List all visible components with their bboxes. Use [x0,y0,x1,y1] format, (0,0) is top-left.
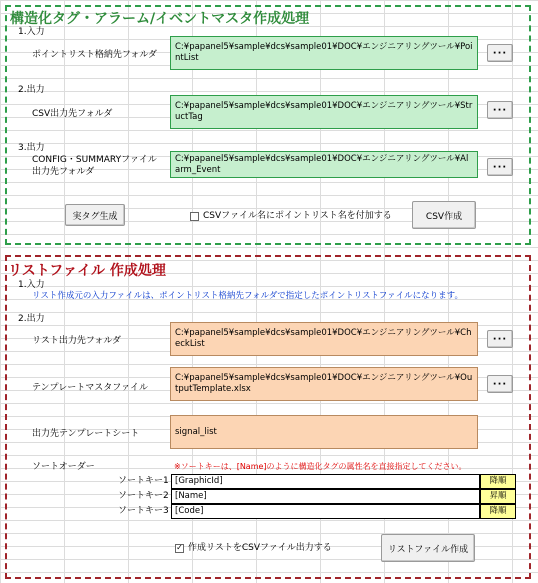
point-list-folder-label: ポイントリスト格納先フォルダ [32,50,158,60]
output-template-sheet-label: 出力先テンプレートシート [32,429,140,439]
csv-output-folder-label: CSV出力先フォルダ [32,109,113,119]
sort-order-heading: ソートオーダー [32,462,95,472]
csv-output-checkbox-label: 作成リストをCSVファイル出力する [188,543,332,553]
template-master-browse-button[interactable]: ··· [487,375,513,393]
sort-key-3-input[interactable]: [Code] [171,504,480,519]
create-csv-button[interactable]: CSV作成 [412,201,476,229]
sort-key-1-order[interactable]: 降順 [480,474,516,489]
csv-output-browse-button[interactable]: ··· [487,101,513,119]
csv-output-checkbox-row[interactable] [175,542,332,554]
list-output-folder-label: リスト出力先フォルダ [32,336,122,346]
sort-key-1-input[interactable]: [GraphicId] [171,474,480,489]
output-template-sheet-field[interactable]: signal_list [170,415,478,449]
sort-key-note: ※ソートキーは、[Name]のように構造化タグの属性名を直接指定してください。 [174,462,467,471]
list-output-browse-button[interactable]: ··· [487,330,513,348]
config-summary-folder-field[interactable]: C:¥papanel5¥sample¥dcs¥sample01¥DOC¥エンジニアリングツール¥Alarm_Event [170,151,478,178]
append-pointlist-name-checkbox[interactable] [190,212,199,221]
sort-key-3-label: ソートキー3 [118,506,169,516]
config-summary-label-line1: CONFIG・SUMMARYファイル [32,155,157,165]
sort-key-3-order[interactable]: 降順 [480,504,516,519]
section1-input-heading: 1.入力 [18,27,45,37]
template-master-file-field[interactable]: C:¥papanel5¥sample¥dcs¥sample01¥DOC¥エンジニアリングツール¥OutputTemplate.xlsx [170,367,478,401]
csv-output-checkbox[interactable]: ✓ [176,543,183,552]
create-list-file-button[interactable]: リストファイル作成 [381,534,475,562]
point-list-browse-button[interactable]: ··· [487,44,513,62]
generate-real-tag-button[interactable]: 実タグ生成 [65,204,125,226]
section2-info-text: リスト作成元の入力ファイルは、ポイントリスト格納先フォルダで指定したポイントリストファイルになります。 [32,291,463,301]
config-summary-label-line2: 出力先フォルダ [32,167,95,177]
sort-key-2-order[interactable]: 昇順 [480,489,516,504]
csv-output-folder-field[interactable]: C:¥papanel5¥sample¥dcs¥sample01¥DOC¥エンジニアリングツール¥StructTag [170,95,478,129]
append-pointlist-name-checkbox-row[interactable] [190,210,392,222]
config-summary-browse-button[interactable]: ··· [487,158,513,176]
sort-key-2-input[interactable]: [Name] [171,489,480,504]
point-list-folder-field[interactable]: C:¥papanel5¥sample¥dcs¥sample01¥DOC¥エンジニアリングツール¥PointList [170,36,478,70]
sort-key-1-label: ソートキー1 [118,476,169,486]
section2-title: リストファイル 作成処理 [8,263,166,279]
section1-output-heading-3: 3.出力 [18,143,45,153]
list-output-folder-field[interactable]: C:¥papanel5¥sample¥dcs¥sample01¥DOC¥エンジニアリングツール¥CheckList [170,322,478,356]
append-pointlist-name-label: CSVファイル名にポイントリスト名を付加する [203,211,392,221]
section1-output-heading: 2.出力 [18,85,45,95]
section2-input-heading: 1.入力 [18,280,45,290]
sort-key-2-label: ソートキー2 [118,491,169,501]
template-master-file-label: テンプレートマスタファイル [32,383,149,393]
section1-title: 構造化タグ・アラーム/イベントマスタ作成処理 [10,11,310,27]
section2-output-heading: 2.出力 [18,314,45,324]
